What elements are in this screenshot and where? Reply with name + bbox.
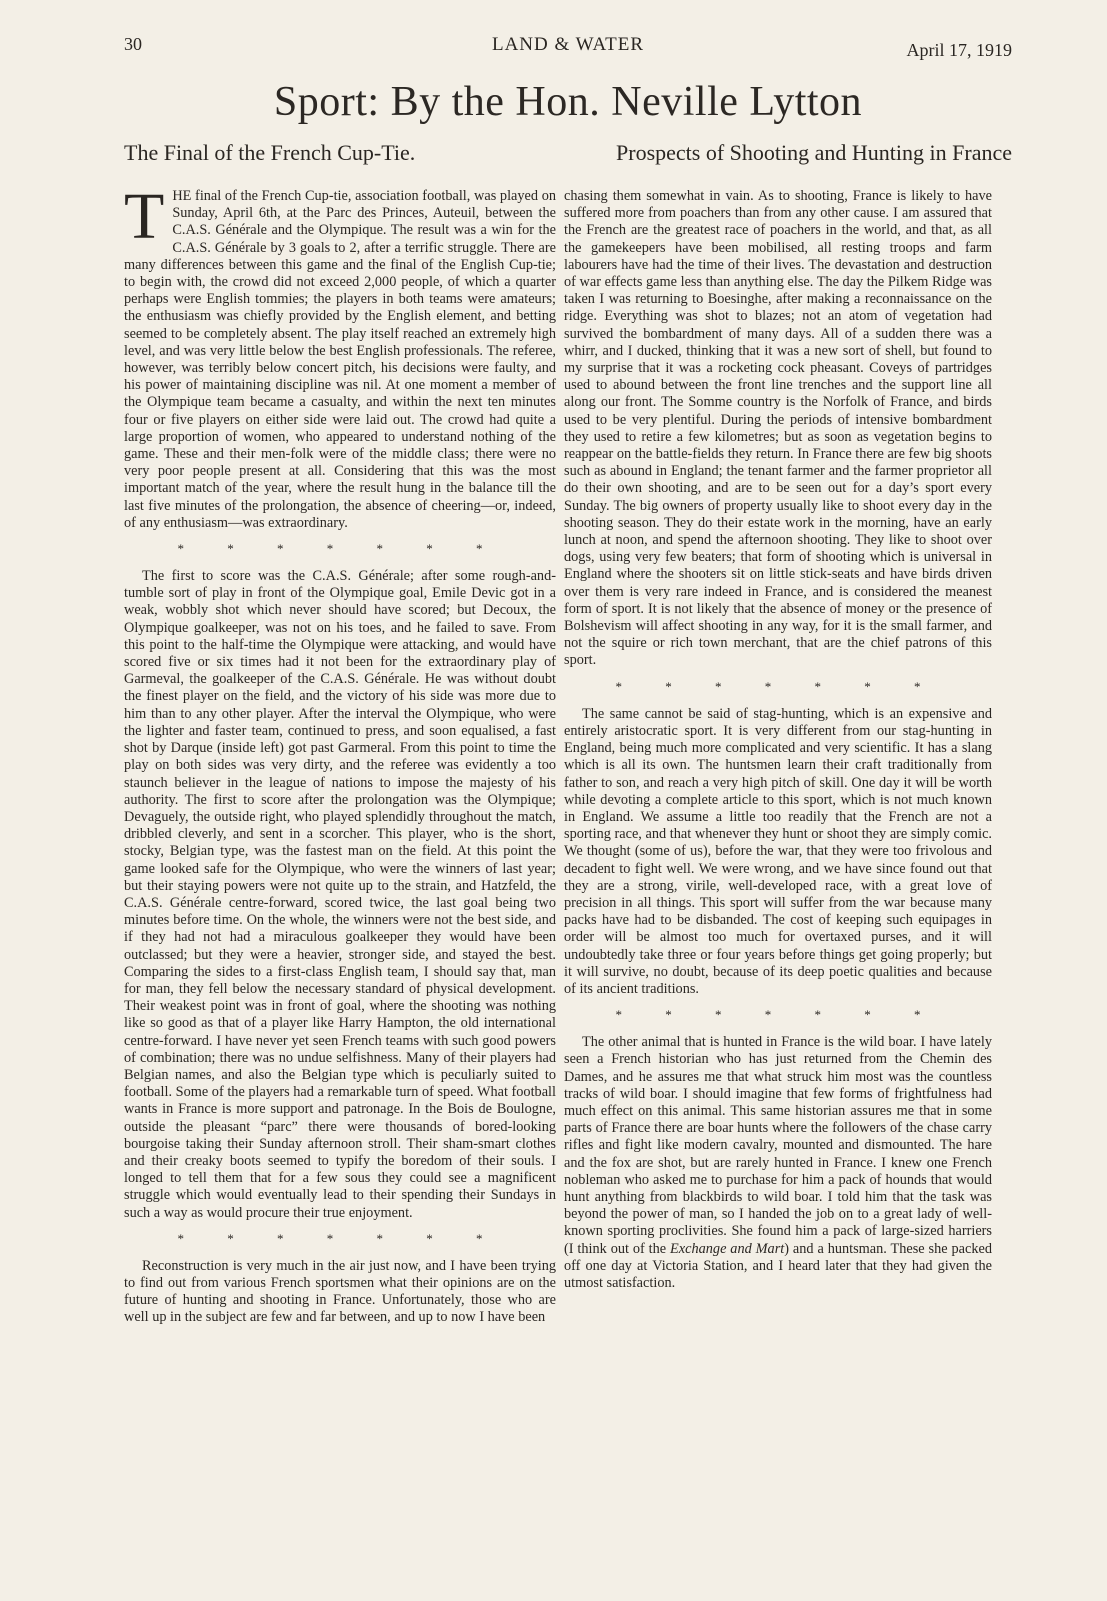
paragraph-text: HE final of the French Cup-tie, association football, was played on Sunday, April 6th, at the Parc des Princes, Auteuil, between the C.A.S. Générale and the Olympique. The result was a win for the C.A.S. Générale by 3 goals to 2, after a terrific struggle. There are many differences between this game and the final of the English Cup-tie; to begin with, the crowd did not exceed 2,000 people, of which a quarter perhaps were English tommies; the players in both teams were amateurs; the enthusiasm was chiefly provided by the English element, and betting seemed to be completely absent. The play itself reached an extremely high level, and was very little below the best English professionals. The referee, however, was terribly below concert pitch, his decisions were faulty, and his power of maintaining discipline was nil. At one moment a member of the Olympique team became a casualty, and within the next ten minutes four or five players on either side were laid out. The crowd had quite a large proportion of women, who appeared to understand nothing of the game. These and their men-folk were of the middle class; there were no very poor people present at all. Considering that this was the most important match of the year, where the result hung in the balance till the last five minutes of the prolongation, the absence of cheering—or, indeed, of any enthusiasm—was extraordinary. — [124, 188, 556, 531]
issue-date: April 17, 1919 — [906, 40, 1012, 60]
article-subtitle — [124, 140, 1012, 170]
paragraph-match-report: The first to score was the C.A.S. Générale; after some rough-and-tumble sort of play in front of the Olympique goal, Emile Devic got in a weak, wobbly shot which never should have scored; but Decoux, the Olympique goalkeeper, was not on his toes, and he failed to save. From this point to the half-time the Olympique were attacking, and would have scored five or six times had it not been for the extraordinary play of Garmeval, the goalkeeper of the C.A.S. Générale. He was without doubt the finest player on the field, and the victory of his side was more due to him than to any other player. After the interval the Olympique, who were the lighter and faster team, continued to press, and soon equalised, a fast shot by Darque (inside left) got past Garmeral. From this point to time the play on both sides was very dirty, and the referee was evidently a too staunch believer in the league of nations to impose the majesty of his authority. The first to score after the prolongation was the Olympique; Devaguely, the outside right, who played splendidly throughout the match, dribbled cleverly, and sent in a scorcher. This player, who is the short, stocky, Belgian type, was the fastest man on the field. At this point the game looked safe for the Olympique, who were the winners of last year; but their staying powers were not quite up to the strain, and Hatzfeld, the C.A.S. Générale centre-forward, scored twice, the last goal being two minutes before time. On the whole, the winners were not the best side, and if they had not had a miraculous goalkeeper they would have been outclassed; but they were a heavier, stronger side, and stayed the best. Comparing the sides to a first-class English team, I should say that, man for man, they fell below the necessary standard of physical development. Their weakest point was in front of goal, where the shooting was nothing like so good as that of a player like Harry Hampton, the old international centre-forward. I have never yet seen French teams with such good powers of combination; there was no undue selfishness. Many of their players had Belgian names, and also the Belgian type which is peculiarly suited to football. Some of the players had a remarkable turn of speed. What football wants in France is more support and patronage. In the Bois de Boulogne, outside the pleasant “parc” there were thousands of bored-looking bourgoise taking their Sunday afternoon stroll. Their sham-smart clothes and their creaky boots seemed to typify the boredom of their souls. I longed to tell them that for a few sous they could see a magnificent struggle which would eventually lead to their spending their Sundays in such a way as would procure their true enjoyment. — [124, 568, 556, 1221]
right-column — [564, 188, 992, 1292]
page-number: 30 — [124, 34, 142, 54]
paragraph-wild-boar — [564, 1034, 992, 1292]
italic-title: Exchange and Mart — [670, 1240, 785, 1257]
paragraph-text: ) and a huntsman. These she packed off one day at Victoria Station, and I heard later that they had given the utmost satisfaction. — [564, 1240, 992, 1291]
paragraph-cup-final — [124, 180, 556, 532]
paragraph-shooting: chasing them somewhat in vain. As to shooting, France is likely to have suffered more from poachers than from any other cause. I am assured that the French are the greatest race of poachers in the world, and that, as all the gamekeepers have been mobilised, all resting troops and farm labourers have had the time of their lives. The devastation and destruction of war effects game less than anything else. The day the Pilkem Ridge was taken I was returning to Boesinghe, after making a reconnaissance on the ridge. Everything was shot to blazes; not an atom of vegetation had survived the bombardment of many days. All of a sudden there was a whirr, and I ducked, thinking that it was a new sort of shell, but found to my surprise that it was a rocketing cock pheasant. Coveys of partridges used to abound between the front line trenches and the support line all along our front. The Somme country is the Norfolk of France, and birds used to be very plentiful. During the periods of intensive bombardment they used to retire a few kilometres; but as soon as vegetation begins to reappear on the battle-fields they return. In France there are few big shoots such as abound in England; the tenant farmer and the farmer proprietor all do their own shooting, and are to be seen out for a day’s sport every Sunday. The big owners of property usually like to shoot every day in the shooting season. They do their estate work in the morning, have an early lunch at noon, and spend the afternoon shooting. They like to shoot over dogs, using very few beaters; that form of shooting which is universal in England where the shooters sit on little stick-seats and have birds driven over them is very rare indeed in France, and is considered the meanest form of sport. It is not likely that the absence of money or the presence of Bolshevism will affect shooting in any way, for it is the small farmer, and not the squire or rich town merchant, that are the chief patrons of this sport. — [564, 188, 992, 669]
section-separator: * * * * * * * — [615, 678, 941, 694]
publication-title: LAND & WATER — [491, 34, 645, 55]
subtitle-left: The Final of the French Cup-Tie. — [124, 140, 416, 165]
section-separator: * * * * * * * — [177, 541, 503, 557]
running-head — [124, 34, 1012, 60]
article-headline: Sport: By the Hon. Neville Lytton — [273, 79, 863, 125]
drop-cap: T — [124, 180, 165, 253]
section-separator: * * * * * * * — [615, 1007, 941, 1023]
subtitle-right: Prospects of Shooting and Hunting in France — [616, 140, 1012, 165]
section-separator: * * * * * * * — [177, 1230, 503, 1246]
paragraph-reconstruction: Reconstruction is very much in the air just now, and I have been trying to find out from various French sportsmen what their opinions are on the future of hunting and shooting in France. Unfortunately, those who are well up in the subject are few and far between, and up to now I have been — [124, 1257, 556, 1326]
paragraph-text: The other animal that is hunted in France is the wild boar. I have lately seen a French historian who has just returned from the Chemin des Dames, and he assures me that what struck him most was the countless tracks of wild boar. I should imagine that few forms of frightfulness had much effect on this animal. This same historian assures me that in some parts of France there are boar hunts where the followers of the chase carry rifles and fight like modern cavalry, mounted and dismounted. The hare and the fox are shot, but are rarely hunted in France. I knew one French nobleman who asked me to purchase for him a pack of hounds that would hunt anything from blackbirds to wild boar. I told him that the task was beyond the power of man, so I handed the job on to a great lady of well-known sporting proclivities. She found him a pack of large-sized harriers (I think out of the — [564, 1034, 992, 1257]
paragraph-stag-hunting: The same cannot be said of stag-hunting, which is an expensive and entirely aristocratic sport. It is very different from our stag-hunting in England, being much more complicated and very scientific. It has a slang which is all its own. The huntsmen learn their craft traditionally from father to son, and reach a very high pitch of skill. One day it will be worth while devoting a complete article to this sport, which is not much known in England. We assume a little too readily that the French are not a sporting race, and that whenever they hunt or shoot they are simply comic. We thought (some of us), before the war, that they were too frivolous and decadent to fight well. We were wrong, and we have since found out that they are a strong, virile, well-developed race, with a great love of precision in all things. This sport will suffer from the war because many packs have had to be disbanded. The cost of keeping such equipages in order will be almost too much for overtaxed purses, and it will undoubtedly take three or four years before things get going properly; but it will survive, no doubt, because of its deep poetic qualities and because of its ancient traditions. — [564, 705, 992, 997]
left-column — [124, 180, 556, 1327]
